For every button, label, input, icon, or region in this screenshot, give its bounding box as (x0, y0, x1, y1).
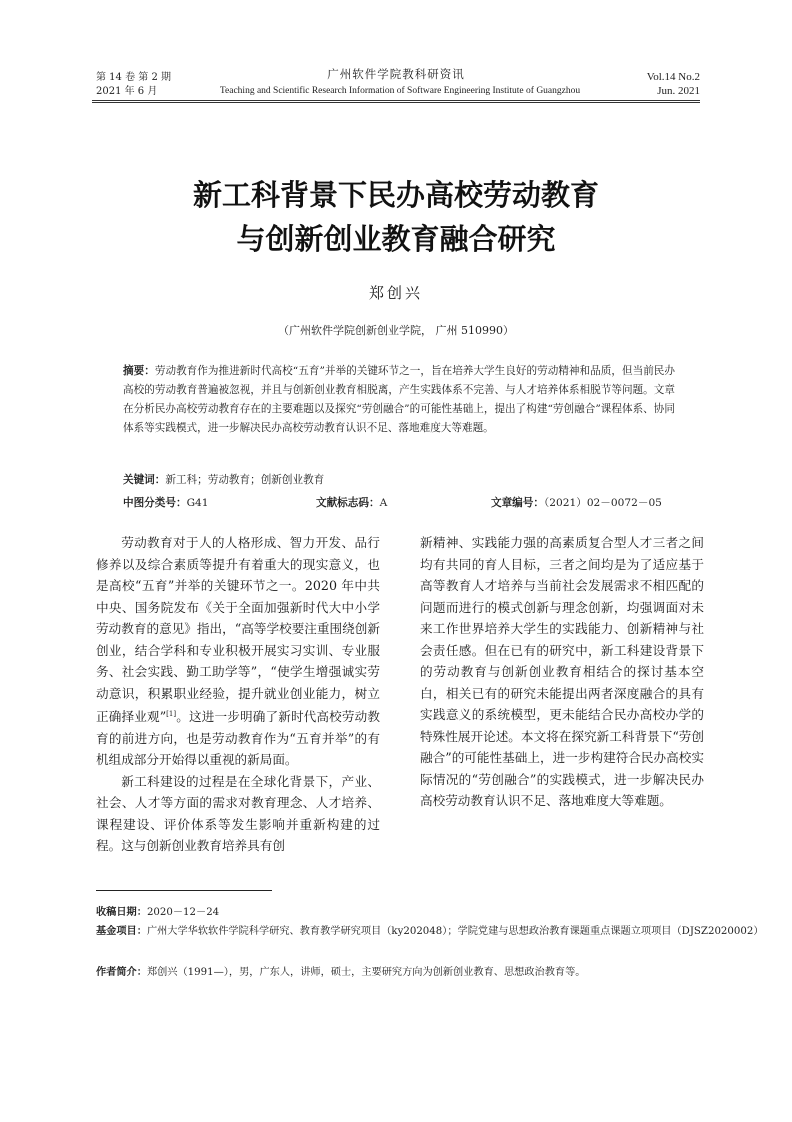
author-name: 郑创兴 (368, 284, 423, 302)
fund-value: 广州大学华软软件学院科学研究、教育教学研究项目（ky202048）；学院党建与思想政治教育课题重点课题立项项目（DJSZ2020002） (146, 926, 764, 937)
received-value: 2020－12－24 (146, 907, 220, 918)
article-number-value: （2021）02－0072－05 (543, 497, 662, 509)
keywords (123, 472, 324, 487)
body-paragraph: 新精神、实践能力强的高素质复合型人才三者之间均有共同的育人目标，三者之间均是为了适应基于高等教育人才培养与当前社会发展需求不相匹配的问题而进行的模式创新与理念创新，均强调面对未来工作世界培养大学生的实践能力、创新精神与社会责任感。但在已有的研究中，新工科建设背景下的劳动教育与创新创业教育相结合的探讨基本空白，相关已有的研究未能提出两者深度融合的具有实践意义的系统模型，更未能结合民办高校办学的特殊性展开论述。本文将在探究新工科背景下“劳创融合”的可能性基础上，进一步构建符合民办高校实际情况的“劳创融合”的实践模式，进一步解决民办高校劳动教育认识不足、落地难度大等难题。 (420, 535, 704, 808)
author-affiliation: （广州软件学院创新创业学院， 广州 510990） (278, 324, 514, 337)
abstract-text: 劳动教育作为推进新时代高校“五育”并举的关键环节之一，旨在培养大学生良好的劳动精神和品质，但当前民办高校的劳动教育普遍被忽视，并且与创新创业教育相脱离，产生实践体系不完善、与人才培养体系相脱节等问题。文章在分析民办高校劳动教育存在的主要难题以及探究“劳创融合”的可能性基础上，提出了构建“劳创融合”课程体系、协同体系等实践模式，进一步解决民办高校劳动教育认识不足、落地难度大等难题。 (123, 365, 676, 434)
article-number (491, 495, 662, 510)
header-journal-cn: 广州软件学院教科研资讯 (327, 67, 465, 81)
citation-ref[interactable]: [1] (166, 710, 177, 718)
doc-code-label: 文献标志码： (316, 497, 380, 509)
article-number-label: 文章编号： (491, 497, 544, 509)
header-journal-en: Teaching and Scientific Research Information of Software Engineering Institute of Guangzhou (219, 86, 581, 96)
body-paragraph (96, 532, 380, 771)
body-right-column (420, 532, 704, 812)
received-label: 收稿日期： (96, 907, 147, 918)
body-paragraph: 新工科建设的过程是在全球化背景下，产业、社会、人才等方面的需求对教育理念、人才培养、课程建设、评价体系等发生影响并重新构建的过程。这与创新创业教育培养具有创 (96, 773, 380, 854)
header-rule-bottom (92, 102, 700, 103)
clc-value: G41 (186, 497, 209, 509)
body-text: 劳动教育对于人的人格形成、智力开发、品行修养以及综合素质等提升有着重大的现实意义，也是高校“五育”并举的关键环节之一。2020 年中共中央、国务院发布《关于全面加强新时代大中小学劳动教育的意见》指出，“高等学校要注重围绕创新创业，结合学科和专业积极开展实习实训、专业服务、社会实践、勤工助学等”，“使学生增强诚实劳动意识，积累职业经验，提升就业创业能力，树立正确择业观” (96, 535, 380, 725)
footnote-rule (96, 890, 272, 891)
header-date-en: Jun. 2021 (657, 85, 700, 97)
clc-label: 中图分类号： (123, 497, 187, 509)
footnote-received (96, 903, 708, 922)
keywords-text: 新工科；劳动教育；创新创业教育 (165, 474, 325, 486)
fund-label: 基金项目： (96, 926, 147, 937)
header-volume-cn: 第 14 卷 第 2 期 (96, 72, 171, 83)
body-text: 。这进一步明确了新时代高校劳动教育的前进方向，也是劳动教育作为“五育并举”的有机组成部分开始得以重视的新局面。 (96, 709, 380, 768)
abstract-label: 摘要： (123, 365, 155, 377)
body-left-column (96, 532, 380, 857)
paper-title-line2: 与创新创业教育融合研究 (236, 222, 556, 256)
keywords-label: 关键词： (123, 474, 166, 486)
paper-title-line1: 新工科背景下民办高校劳动教育 (192, 178, 599, 212)
header-rule-top (92, 100, 700, 101)
document-code (316, 495, 387, 510)
abstract (123, 362, 675, 438)
clc-number (123, 495, 209, 510)
author-bio-label: 作者简介： (96, 967, 147, 978)
footnote-author (96, 963, 708, 982)
doc-code-value: A (379, 497, 388, 509)
author-bio-value: 郑创兴（1991—），男，广东人，讲师，硕士，主要研究方向为创新创业教育、思想政治教育等。 (146, 967, 586, 978)
header-volume-en: Vol.14 No.2 (646, 71, 700, 83)
footnote-fund (96, 922, 767, 941)
header-date-cn: 2021 年 6 月 (96, 86, 158, 97)
